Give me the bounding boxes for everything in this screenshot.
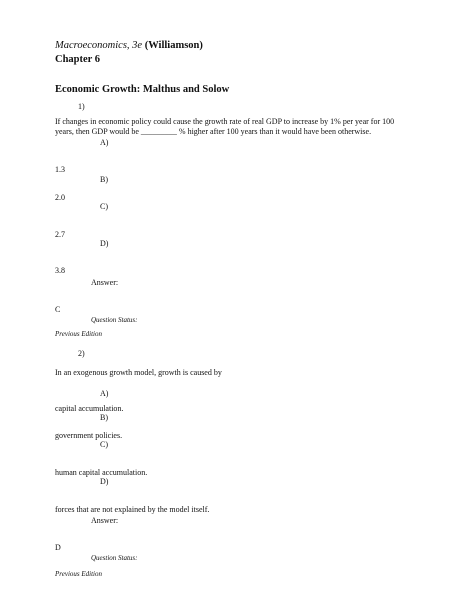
option-letter: D) [100,477,109,486]
option-letter: D) [100,239,109,248]
answer-label: Answer: [91,516,119,525]
answer-value: C [55,305,61,314]
option-text: 2.0 [55,193,65,202]
chapter-label: Chapter 6 [55,54,101,65]
question-status-label: Question Status: [91,554,138,562]
option-letter: C) [100,202,108,211]
question-status-label: Question Status: [91,316,138,324]
option-letter: A) [100,138,109,147]
option-text: 1.3 [55,165,65,174]
option-letter: B) [100,413,108,422]
section-title: Economic Growth: Malthus and Solow [55,84,230,95]
book-title-italic: Macroeconomics, 3e [55,40,143,51]
book-title [55,41,203,52]
answer-value: D [55,543,61,552]
question-status-value: Previous Edition [55,330,102,338]
option-text: forces that are not explained by the model itself. [55,505,210,514]
option-letter: B) [100,175,108,184]
option-text: 3.8 [55,266,65,275]
question-text-line: In an exogenous growth model, growth is caused by [55,368,222,377]
option-letter: A) [100,389,109,398]
answer-label: Answer: [91,278,119,287]
question-number: 2) [78,349,85,358]
option-text: 2.7 [55,230,65,239]
question-text-line: years, then GDP would be _________ % higher after 100 years than it would have been otherwise. [55,127,372,136]
option-text: government policies. [55,431,123,440]
option-text: human capital accumulation. [55,468,148,477]
question-status-value: Previous Edition [55,570,102,578]
option-letter: C) [100,440,108,449]
book-title-author: (Williamson) [142,40,203,51]
question-text-line: If changes in economic policy could cause the growth rate of real GDP to increase by 1% per year for 100 [55,117,395,126]
question-number: 1) [78,102,85,111]
option-text: capital accumulation. [55,404,124,413]
